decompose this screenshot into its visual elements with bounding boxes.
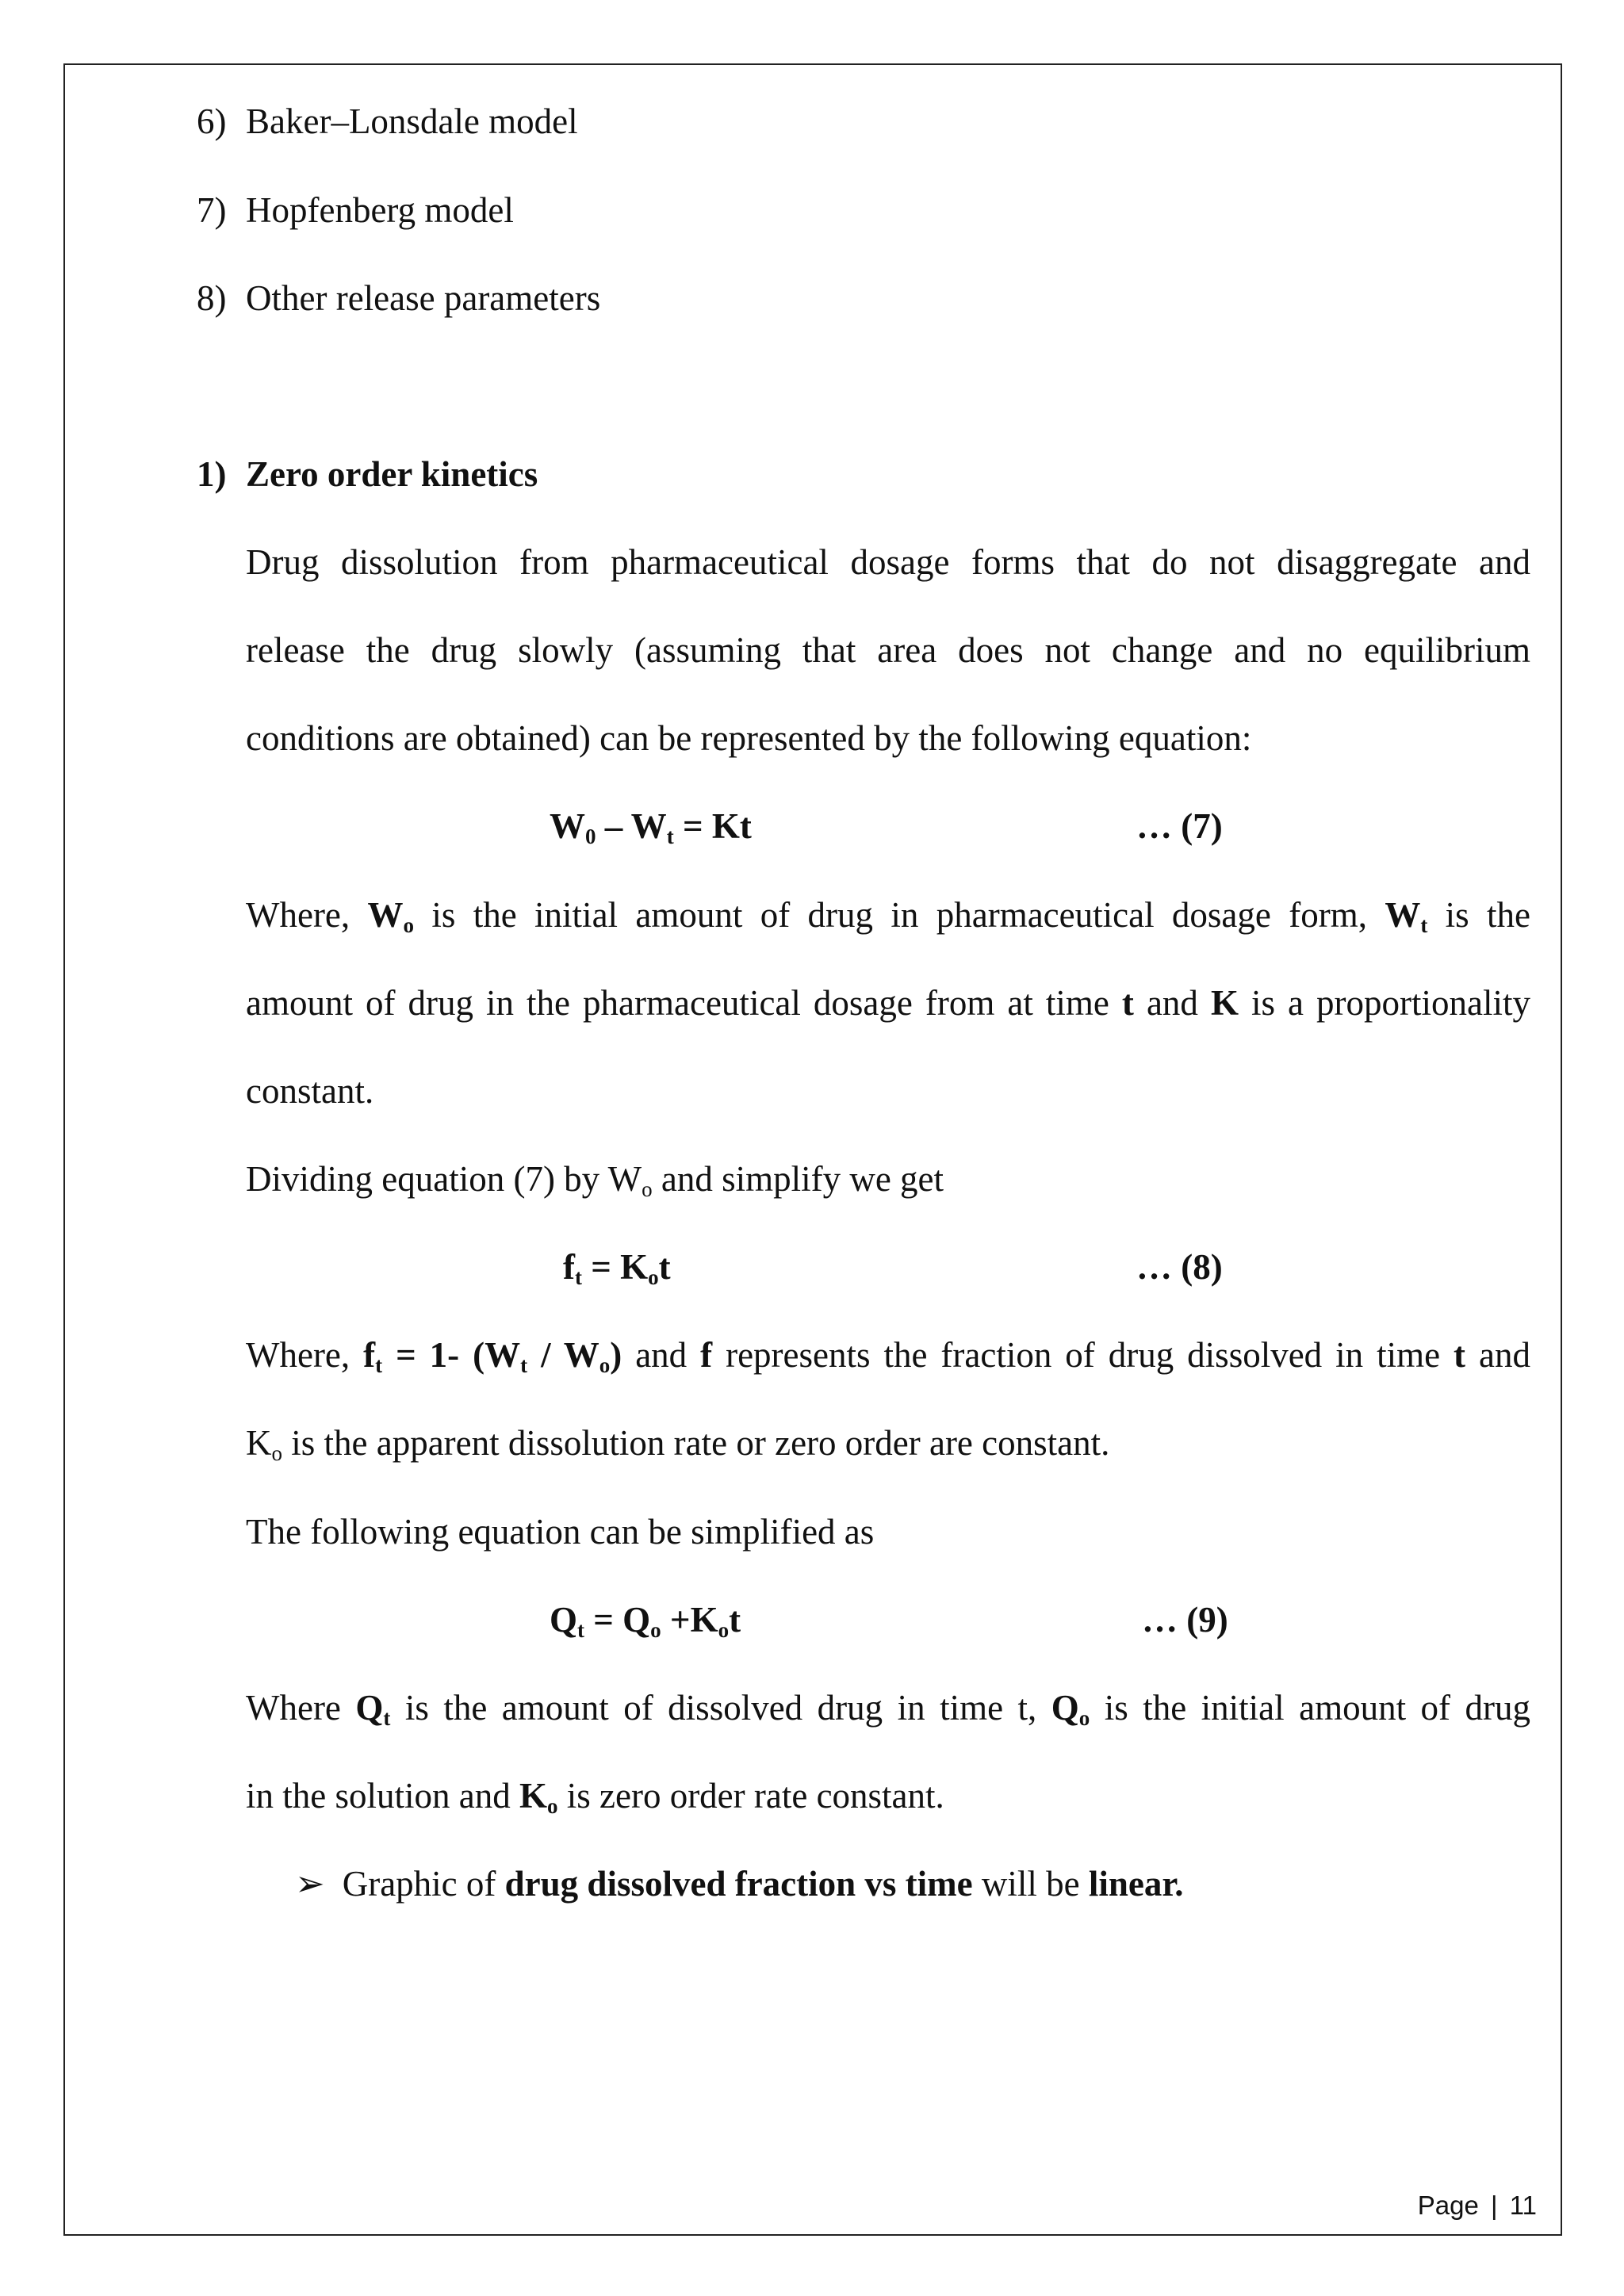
bullet-point: ➢ Graphic of drug dissolved fraction vs time will be linear. (295, 1862, 1183, 1906)
equation-7: $W_0 - W_t = Kt$ (550, 806, 752, 848)
page-separator: | (1490, 2191, 1498, 2220)
section-title: Zero order kinetics (246, 454, 538, 494)
intro-line-2: release the drug slowly (assuming that area does not change and no equilibrium (246, 630, 1530, 670)
page-number: 11 (1509, 2191, 1537, 2220)
list-number: 7) (197, 190, 227, 230)
equation-9-label: … (9) (1142, 1600, 1228, 1640)
equation-7-label: … (7) (1136, 806, 1223, 846)
list-number: 6) (197, 101, 227, 141)
equation-9: $Q_t = Q_o +K_ot$ (550, 1600, 741, 1642)
list-text: Baker–Lonsdale model (246, 101, 578, 141)
list-item (197, 276, 601, 320)
where-7-line-3: constant. (246, 1071, 374, 1111)
list-text: Hopfenberg model (246, 190, 514, 230)
list-item (197, 99, 578, 144)
list-item (197, 188, 514, 232)
arrow-bullet-icon: ➢ (295, 1864, 325, 1904)
intro-line-1: Drug dissolution from pharmaceutical dosage forms that do not disaggregate and (246, 542, 1530, 582)
page-label: Page (1417, 2191, 1479, 2220)
where-8-line-1: Where, $f_t = 1-$ $(W_t / W_o)$ and f represents the fraction of drug dissolved in time t and (246, 1335, 1530, 1377)
list-number: 8) (197, 278, 227, 318)
section-number: 1) (197, 454, 227, 494)
where-8-line-2: $K_o$ is the apparent dissolution rate or zero order are constant. (246, 1423, 1110, 1465)
equation-8: $f_t = K_ot$ (563, 1247, 671, 1289)
where-7-line-1: Where, $W_o$ is the initial amount of drug in pharmaceutical dosage form, $W_t$ is the (246, 895, 1531, 937)
where-9-line-2: in the solution and $K_o$ is zero order rate constant. (246, 1776, 944, 1818)
dividing-text: Dividing equation (7) by $W_o$ and simplify we get (246, 1159, 944, 1201)
section-heading (197, 452, 538, 496)
page-footer (1418, 2190, 1537, 2221)
intro-line-3: conditions are obtained) can be represented by the following equation: (246, 718, 1252, 758)
where-9-line-1: Where $Q_t$ is the amount of dissolved drug in time t, $Q_o$ is the initial amount of drug (246, 1688, 1530, 1730)
list-text: Other release parameters (246, 278, 601, 318)
following-text: The following equation can be simplified as (246, 1512, 875, 1552)
page-border (63, 63, 1562, 2236)
equation-8-label: … (8) (1136, 1247, 1223, 1287)
where-7-line-2: amount of drug in the pharmaceutical dosage from at time t and K is a proportionality (246, 983, 1530, 1023)
